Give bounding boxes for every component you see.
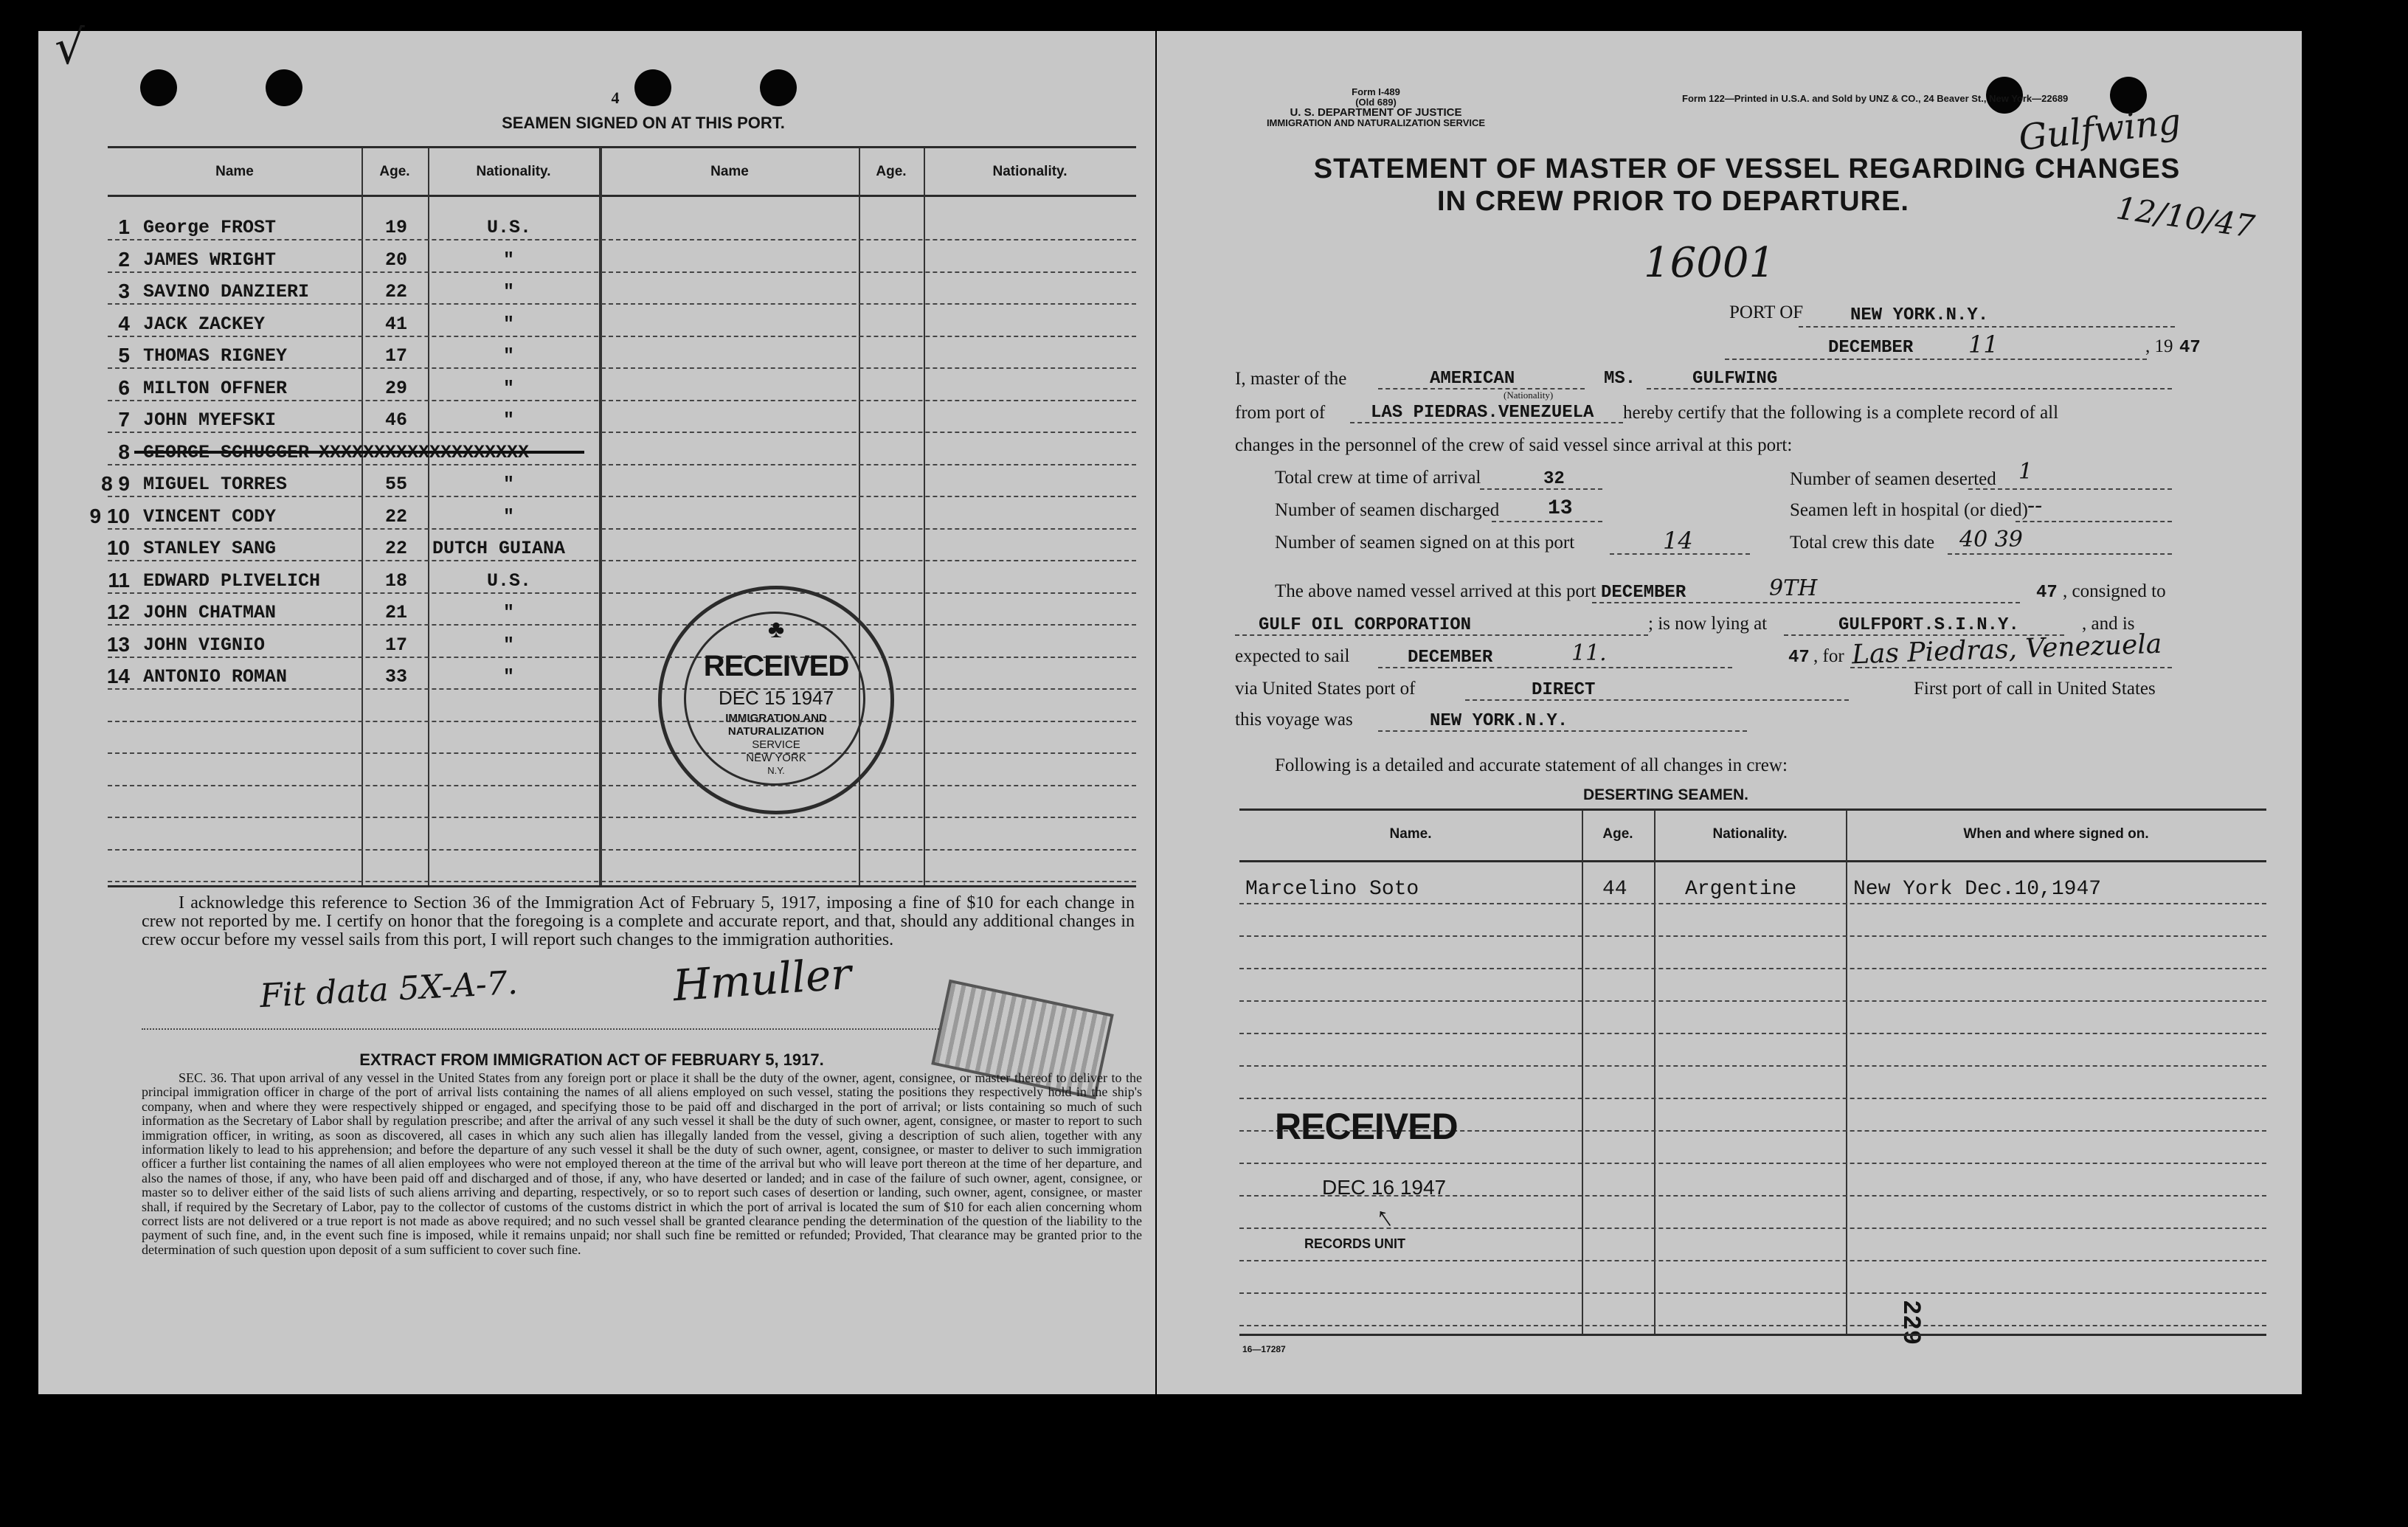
nationality-caption: (Nationality): [1504, 389, 1554, 401]
arrived-month: DECEMBER: [1601, 583, 1686, 603]
underline: [1235, 634, 1648, 636]
seaman-age: 17: [385, 345, 408, 367]
row-rule: [108, 881, 1136, 882]
column-divider: [924, 148, 925, 885]
seaman-nationality: ": [503, 281, 515, 302]
seaman-nationality: ": [503, 634, 515, 656]
vessel-type: MS.: [1604, 369, 1636, 389]
form-title-line-2: IN CREW PRIOR TO DEPARTURE.: [1437, 186, 1909, 217]
seaman-age: 41: [385, 313, 408, 335]
strikethrough-line: [134, 451, 584, 454]
stamp-date: DEC 15 1947: [718, 687, 834, 709]
seaman-nationality: DUTCH GUIANA: [432, 538, 566, 559]
via-value: DIRECT: [1532, 680, 1596, 700]
header-age-2: Age.: [876, 164, 907, 179]
sail-year: 47: [1788, 648, 1810, 668]
received-stamp: [658, 586, 894, 814]
printer-line: Form 122—Printed in U.S.A. and Sold by UNZ & CO., 24 Beaver St., New York—22689: [1682, 93, 2069, 104]
received-stamp-text: RECEIVED: [1275, 1106, 1458, 1147]
underline: [1799, 326, 2175, 328]
row-rule: [1239, 935, 2266, 937]
date-handwritten: 12/10/47: [2114, 190, 2258, 245]
lying-at-value: GULFPORT.S.I.N.Y.: [1838, 615, 2019, 635]
punch-hole: [760, 69, 797, 106]
row-number: 1: [118, 215, 130, 238]
seaman-name: MILTON OFFNER: [143, 377, 288, 399]
seaman-name: VINCENT CODY: [143, 505, 277, 527]
seaman-age: 19: [385, 217, 408, 238]
total-crew-arrival-label: Total crew at time of arrival: [1275, 468, 1481, 488]
seaman-age: 46: [385, 409, 408, 431]
row-rule: [108, 688, 1136, 690]
seaman-nationality: ": [503, 602, 515, 623]
table-header-rule: [108, 195, 1136, 197]
seaman-name: JOHN VIGNIO: [143, 634, 266, 656]
file-number: 16001: [1644, 239, 1776, 287]
row-number: 9 10: [89, 504, 130, 527]
seaman-nationality: ": [503, 409, 515, 431]
deserted-label: Number of seamen deserted: [1790, 469, 1996, 489]
row-rule: [108, 785, 1136, 786]
row-rule: [1239, 1065, 2266, 1067]
seaman-nationality: ": [503, 313, 515, 335]
footer-code: 16—17287: [1242, 1344, 1286, 1354]
changes-text: changes in the personnel of the crew of said vessel since arrival at this port:: [1235, 435, 1793, 455]
signed-on-value: 14: [1663, 527, 1693, 555]
row-rule: [108, 271, 1136, 273]
consigned-to-label: , consigned to: [2063, 581, 2166, 601]
seaman-age: 17: [385, 634, 408, 656]
stamp-line: IMMIGRATION AND: [725, 712, 827, 724]
stamp-line: NATURALIZATION: [727, 725, 825, 738]
header-nationality-2: Nationality.: [992, 164, 1068, 179]
table-header-rule: [1239, 860, 2266, 862]
date-month: DECEMBER: [1828, 338, 1914, 358]
column-divider: [361, 148, 363, 885]
total-crew-date-value: 40 39: [1959, 527, 2023, 553]
underline: [1592, 602, 2020, 603]
row-rule: [108, 657, 1136, 658]
master-of-label: I, master of the: [1235, 369, 1347, 389]
underline: [1378, 730, 1747, 732]
for-label: , for: [1813, 646, 1844, 666]
row-rule: [108, 367, 1136, 369]
underline: [1350, 422, 1623, 423]
seaman-nationality: ": [503, 666, 515, 688]
stamp-line: N.Y.: [767, 765, 785, 776]
deserter-age: 44: [1602, 878, 1627, 901]
seaman-nationality: U.S.: [487, 217, 532, 238]
seaman-name: JACK ZACKEY: [143, 313, 266, 335]
nationality-value: AMERICAN: [1430, 369, 1515, 389]
column-divider: [599, 148, 602, 885]
service: IMMIGRATION AND NATURALIZATION SERVICE: [1266, 117, 1486, 128]
punch-hole: [266, 69, 302, 106]
underline: [1465, 699, 1849, 701]
header-nationality: Nationality.: [476, 164, 551, 179]
underline: [1968, 488, 2172, 490]
seaman-age: 18: [385, 569, 408, 592]
seaman-name: JOHN CHATMAN: [143, 602, 277, 623]
seaman-age: 22: [385, 505, 408, 527]
seaman-name: JAMES WRIGHT: [143, 249, 277, 271]
row-rule: [108, 432, 1136, 433]
lying-at-label: ; is now lying at: [1648, 614, 1768, 634]
underline: [2016, 521, 2172, 522]
received-date: DEC 16 1947: [1322, 1176, 1447, 1199]
seaman-nationality: ": [503, 474, 515, 495]
column-divider: [1582, 810, 1583, 1334]
discharged-label: Number of seamen discharged: [1275, 500, 1500, 520]
page-number: 4: [611, 89, 620, 107]
vessel-handwritten: Gulfwing: [2016, 100, 2183, 159]
and-is-label: , and is: [2082, 614, 2135, 634]
port-of-value: NEW YORK.N.Y.: [1850, 305, 1989, 325]
table-top-rule: [1239, 808, 2266, 811]
seaman-name: EDWARD PLIVELICH: [143, 569, 321, 592]
certify-text: hereby certify that the following is a complete record of all: [1623, 403, 2059, 423]
header-age: Age.: [379, 164, 410, 179]
vessel-name: GULFWING: [1692, 369, 1778, 389]
sail-day: 11.: [1571, 640, 1607, 666]
row-rule: [108, 496, 1136, 497]
row-rule: [1239, 968, 2266, 969]
date-year-prefix: , 19: [2145, 336, 2173, 356]
row-rule: [1239, 1098, 2266, 1099]
seaman-name: THOMAS RIGNEY: [143, 345, 288, 367]
seaman-age: 55: [385, 474, 408, 495]
discharged-value: 13: [1548, 497, 1573, 520]
from-port-label: from port of: [1235, 403, 1326, 423]
seaman-nationality: ": [503, 377, 515, 399]
seaman-nationality: ": [503, 505, 515, 527]
underline: [1378, 667, 1732, 668]
row-number: 13: [106, 632, 130, 656]
row-number: 14: [106, 665, 130, 688]
seaman-nationality: U.S.: [487, 569, 532, 592]
row-number: 8 9: [101, 472, 130, 495]
date-year: 47: [2179, 338, 2201, 358]
row-rule: [1239, 1033, 2266, 1034]
form-block: [1262, 87, 1490, 128]
right-page: [1157, 31, 2302, 1394]
seaman-name: ANTONIO ROMAN: [143, 666, 288, 688]
date-day: 11: [1968, 330, 1999, 359]
row-number: 4: [118, 311, 130, 335]
row-rule: [108, 817, 1136, 818]
row-number: 8: [118, 440, 130, 463]
deserter-signed-on: New York Dec.10,1947: [1853, 878, 2102, 901]
via-label: via United States port of: [1235, 679, 1416, 699]
arrived-year: 47: [2036, 583, 2058, 603]
check-mark: √: [55, 21, 85, 75]
underline: [1647, 388, 2172, 389]
table-bottom-rule: [108, 885, 1136, 887]
seaman-age: 20: [385, 249, 408, 271]
seaman-nationality: ": [503, 249, 515, 271]
header-name: Name.: [1389, 826, 1432, 842]
hospital-label: Seamen left in hospital (or died): [1790, 500, 2028, 520]
underline: [1378, 388, 1585, 389]
voyage-value: NEW YORK.N.Y.: [1430, 711, 1568, 731]
seaman-age: XXXXXXXXXXXXXXXXXXX: [319, 441, 530, 463]
header-nationality: Nationality.: [1712, 826, 1788, 842]
arrived-day: 9TH: [1769, 575, 1818, 601]
row-rule: [108, 303, 1136, 305]
row-rule: [108, 849, 1136, 851]
arrived-label: The above named vessel arrived at this port: [1275, 581, 1596, 601]
underline: [1725, 359, 2147, 360]
header-signed-on: When and where signed on.: [1963, 826, 2149, 842]
form-id: Form I-489: [1352, 86, 1400, 97]
destination: Las Piedras, Venezuela: [1851, 629, 2162, 671]
underline: [1480, 488, 1602, 490]
column-divider: [1846, 810, 1847, 1334]
hospital-value: --: [2027, 493, 2043, 519]
seaman-nationality: ": [503, 345, 515, 367]
seaman-name: MIGUEL TORRES: [143, 474, 288, 495]
deserter-nationality: Argentine: [1685, 878, 1797, 901]
port-of-label: PORT OF: [1729, 302, 1804, 322]
row-rule: [1239, 1260, 2266, 1261]
total-crew-date-label: Total crew this date: [1790, 533, 1935, 553]
arrow-icon: ↑: [1368, 1199, 1400, 1235]
row-number: 5: [118, 344, 130, 367]
stamp-line: SERVICE: [752, 738, 800, 751]
seaman-name: STANLEY SANG: [143, 538, 277, 559]
deserter-name: Marcelino Soto: [1245, 878, 1419, 901]
seaman-age: 22: [385, 281, 408, 302]
sail-month: DECEMBER: [1408, 648, 1493, 668]
first-port-label: First port of call in United States: [1914, 679, 2156, 699]
row-number: 12: [106, 600, 130, 623]
seaman-age: 21: [385, 602, 408, 623]
row-rule: [1239, 1292, 2266, 1294]
row-rule: [108, 624, 1136, 626]
row-rule: [108, 239, 1136, 240]
handwritten-note: Fit data 5X-A-7.: [258, 963, 519, 1016]
underline: [1492, 521, 1602, 522]
seaman-age: 29: [385, 377, 408, 399]
row-rule: [108, 560, 1136, 561]
row-rule: [1239, 903, 2266, 904]
seaman-name: GEORGE SCHUGGER: [143, 441, 310, 463]
punch-hole: [140, 69, 177, 106]
seaman-name: JOHN MYEFSKI: [143, 409, 277, 431]
seaman-name: SAVINO DANZIERI: [143, 281, 310, 302]
table-top-rule: [108, 146, 1136, 148]
form-old: (Old 689): [1355, 97, 1397, 108]
voyage-label: this voyage was: [1235, 710, 1353, 730]
acknowledgement-text: I acknowledge this reference to Section 36 of the Immigration Act of February 5, 1917, imposing a fine of $10 for each change in crew not reported by me. I certify on honor that the foregoing is a complete and accurate report, and that, should any additional changes in crew occur before my vessel sails from this port, I will report such changes to the immigration authorities.: [142, 893, 1135, 949]
row-rule: [108, 336, 1136, 337]
row-rule: [108, 721, 1136, 722]
row-rule: [108, 752, 1136, 754]
form-title-line-1: STATEMENT OF MASTER OF VESSEL REGARDING CHANGES: [1313, 153, 2181, 184]
signed-on-label: Number of seamen signed on at this port: [1275, 533, 1575, 553]
underline: [1850, 667, 2172, 668]
records-unit: RECORDS UNIT: [1304, 1236, 1406, 1251]
following-text: Following is a detailed and accurate statement of all changes in crew:: [1275, 755, 1788, 775]
row-rule: [1239, 1163, 2266, 1164]
header-age: Age.: [1602, 826, 1633, 842]
master-signature: Hmuller: [671, 948, 854, 1011]
stamp-received-text: RECEIVED: [703, 650, 849, 682]
stamp-arrow-icon: ♣: [767, 616, 785, 643]
seaman-age: 22: [385, 538, 408, 559]
column-divider: [428, 148, 429, 885]
left-page: [38, 21, 1155, 1394]
row-rule: [108, 528, 1136, 530]
row-rule: [108, 400, 1136, 401]
deserting-title: DESERTING SEAMEN.: [1582, 786, 1749, 803]
row-rule: [1239, 1000, 2266, 1002]
signed-on-title: SEAMEN SIGNED ON AT THIS PORT.: [502, 114, 785, 132]
from-port-value: LAS PIEDRAS.VENEZUELA: [1371, 403, 1594, 423]
row-rule: [108, 592, 1136, 594]
row-number: 10: [106, 536, 130, 559]
table-bottom-rule: [1239, 1334, 2266, 1336]
deserted-value: 1: [2018, 459, 2033, 485]
row-number: 2: [118, 247, 130, 271]
header-name: Name: [215, 164, 254, 179]
seaman-age: 33: [385, 666, 408, 688]
consignee: GULF OIL CORPORATION: [1259, 615, 1472, 635]
extract-title: EXTRACT FROM IMMIGRATION ACT OF FEBRUARY 5, 1917.: [359, 1050, 824, 1069]
seaman-name: George FROST: [143, 217, 277, 238]
expected-label: expected to sail: [1235, 646, 1350, 666]
row-number: 3: [118, 280, 130, 302]
department: U. S. DEPARTMENT OF JUSTICE: [1290, 106, 1462, 119]
row-number: 11: [108, 568, 130, 592]
header-name-2: Name: [710, 164, 749, 179]
row-rule: [108, 464, 1136, 465]
underline: [1948, 553, 2172, 555]
row-rule: [1239, 1325, 2266, 1326]
column-divider: [1654, 810, 1656, 1334]
underline: [1610, 553, 1750, 555]
row-number: 7: [118, 408, 130, 431]
total-crew-arrival-value: 32: [1543, 469, 1565, 489]
punch-hole: [634, 69, 671, 106]
page-count: 229: [1896, 1300, 1924, 1346]
stamp-line: NEW YORK: [746, 752, 806, 764]
extract-text: SEC. 36. That upon arrival of any vessel in the United States from any foreign port or place it shall be the duty of the owner, agent, consignee, or master thereof to deliver to the principal immigration officer in charge of the port of arrival lists containing the names of all aliens employed on such vessel, stating the positions they respectively hold in the ship's company, when and where they were respectively shipped or engaged, and specifying those to be paid off and discharged in the port of arrival; or lists containing so much of such information as the Secretary of Labor shall by regulation prescribe; and after the arrival of any such vessel it shall be the duty of such owner, agent, consignee, or master to report to such immigration officer, in writing, as soon as discovered, all cases in which any such alien has illegally landed from the vessel, giving a description of such alien, together with any information likely to lead to his apprehension; and before the departure of any such vessel it shall be the duty of such owner, agent, consignee, or master to deliver to such immigration officer a further list containing the names of all alien employees who were not employed thereon at the time of the arrival but who will leave port thereon at the time of her departure, and also the names of those, if any, who have been paid off and discharged and of those, if any, who have deserted or landed; and in case of the failure of such owner, agent, consignee, or master so to deliver either of the said lists of such aliens arriving and departing, respectively, or so to report such cases of desertion or landing, such owner, agent, consignee, or master shall, if required by the Secretary of Labor, pay to the collector of customs of the customs district in which the port of arrival is located the sum of $10 for each alien concerning whom correct lists are not delivered or a true report is not made as above required; and no such vessel shall be granted clearance pending the determination of the question of the liability to the payment of such fine, and, in the event such fine is imposed, while it remains unpaid; nor shall such fine be remitted or refunded; Provided, That clearance may be granted prior to the determination of such question upon deposit of a sum sufficient to cover such fine.: [142, 1070, 1142, 1257]
row-number: 6: [118, 375, 130, 399]
